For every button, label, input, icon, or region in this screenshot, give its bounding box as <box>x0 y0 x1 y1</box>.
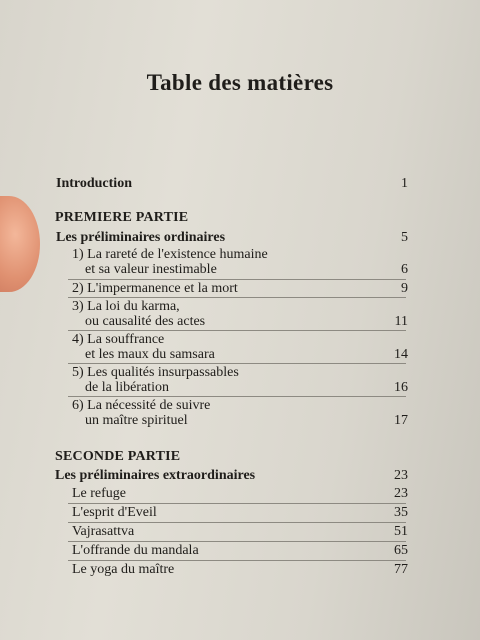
divider <box>68 363 406 364</box>
toc-label: Les préliminaires extraordinaires <box>55 468 256 483</box>
page-title: Table des matières <box>146 70 334 95</box>
toc-section <box>0 230 480 248</box>
toc-entry <box>0 486 480 504</box>
toc-page-number: 35 <box>394 505 408 520</box>
toc-entry-continued <box>0 413 480 431</box>
toc-page-number: 23 <box>394 468 408 483</box>
toc-label: Le yoga du maître <box>72 562 175 577</box>
toc-page-number: 17 <box>394 413 408 428</box>
divider <box>68 279 406 280</box>
toc-page-number: 6 <box>401 262 408 277</box>
toc-label: et les maux du samsara <box>85 347 215 362</box>
toc-label: Vajrasattva <box>72 524 135 539</box>
toc-page-number: 65 <box>394 543 408 558</box>
toc-label: 2) L'impermanence et la mort <box>72 281 238 296</box>
divider <box>68 522 406 523</box>
toc-label: Le refuge <box>72 486 127 501</box>
toc-page-number: 9 <box>401 281 408 296</box>
part-heading: SECONDE PARTIE <box>55 449 181 464</box>
toc-entry <box>0 543 480 561</box>
toc-label: Les préliminaires ordinaires <box>56 230 226 245</box>
toc-label: un maître spirituel <box>85 413 188 428</box>
toc-label: L'offrande du mandala <box>72 543 199 558</box>
toc-label: et sa valeur inestimable <box>85 262 217 277</box>
toc-page-number: 23 <box>394 486 408 501</box>
toc-page-number: 1 <box>401 176 408 191</box>
toc-entry-introduction <box>0 176 480 194</box>
toc-label: Introduction <box>56 176 132 191</box>
toc-page-number: 11 <box>394 314 408 329</box>
toc-page-number: 5 <box>401 230 408 245</box>
divider <box>68 396 406 397</box>
divider <box>68 503 406 504</box>
toc-page-number: 16 <box>394 380 408 395</box>
toc-label: 1) La rareté de l'existence humaine <box>72 247 268 262</box>
toc-entry <box>0 562 480 580</box>
toc-page-number: 14 <box>394 347 408 362</box>
toc-entry-continued <box>0 262 480 280</box>
divider <box>68 330 406 331</box>
toc-entry <box>0 505 480 523</box>
toc-label: 6) La nécessité de suivre <box>72 398 211 413</box>
toc-section <box>0 468 480 486</box>
divider <box>68 297 406 298</box>
toc-label: 5) Les qualités insurpassables <box>72 365 239 380</box>
toc-label: de la libération <box>85 380 169 395</box>
toc-label: 4) La souffrance <box>72 332 165 347</box>
toc-label: L'esprit d'Eveil <box>72 505 157 520</box>
part-heading: PREMIERE PARTIE <box>55 210 189 225</box>
toc-entry <box>0 524 480 542</box>
toc-label: 3) La loi du karma, <box>72 299 180 314</box>
toc-label: ou causalité des actes <box>85 314 206 329</box>
toc-page-number: 51 <box>394 524 408 539</box>
toc-page-number: 77 <box>394 562 408 577</box>
divider <box>68 541 406 542</box>
divider <box>68 560 406 561</box>
